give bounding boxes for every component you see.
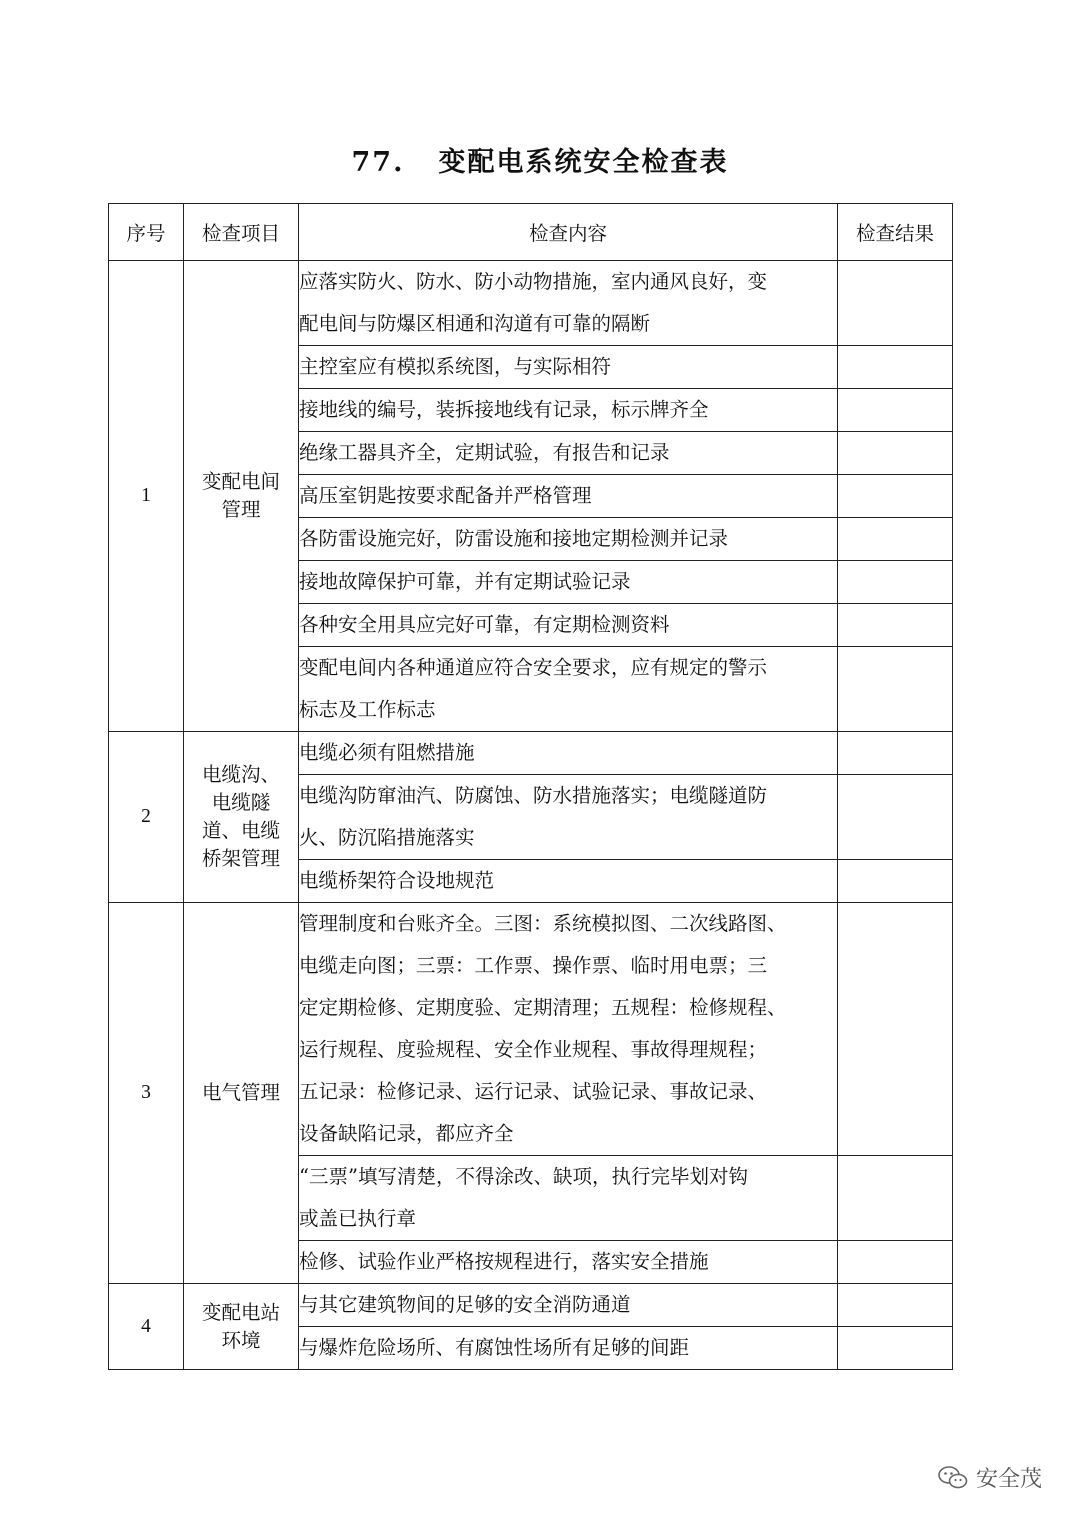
table-body bbox=[109, 261, 953, 1370]
content-line: 定定期检修、定期度验、定期清理；五规程：检修规程、 bbox=[299, 996, 787, 1019]
item-cell bbox=[184, 732, 299, 903]
content-line: 各种安全用具应完好可靠，有定期检测资料 bbox=[299, 613, 670, 636]
result-cell[interactable] bbox=[838, 518, 953, 561]
item-cell bbox=[184, 261, 299, 732]
result-cell[interactable] bbox=[838, 1156, 953, 1241]
content-line: 电缆沟防窜油汽、防腐蚀、防水措施落实；电缆隧道防 bbox=[299, 784, 768, 807]
content-cell bbox=[299, 775, 838, 860]
result-cell[interactable] bbox=[838, 604, 953, 647]
content-cell bbox=[299, 604, 838, 647]
content-line: 高压室钥匙按要求配备并严格管理 bbox=[299, 484, 592, 507]
content-line: 电缆必须有阻燃措施 bbox=[299, 741, 475, 764]
content-cell bbox=[299, 1156, 838, 1241]
content-line: 绝缘工器具齐全，定期试验，有报告和记录 bbox=[299, 441, 670, 464]
content-cell bbox=[299, 903, 838, 1156]
wechat-icon bbox=[938, 1465, 968, 1491]
result-cell[interactable] bbox=[838, 389, 953, 432]
table-row bbox=[109, 732, 953, 775]
header-content: 检查内容 bbox=[299, 204, 838, 261]
item-line: 电缆沟、 bbox=[201, 763, 280, 786]
content-cell bbox=[299, 389, 838, 432]
title-text: 变配电系统安全检查表 bbox=[438, 147, 729, 178]
seq-cell: 3 bbox=[109, 903, 184, 1284]
table-row bbox=[109, 903, 953, 1156]
item-line: 桥架管理 bbox=[201, 847, 280, 870]
content-line: 检修、试验作业严格按规程进行，落实安全措施 bbox=[299, 1250, 709, 1273]
content-line: 配电间与防爆区相通和沟道有可靠的隔断 bbox=[299, 312, 651, 335]
header-row bbox=[109, 204, 953, 261]
watermark-text: 安全茂 bbox=[975, 1467, 1042, 1492]
content-line: 五记录：检修记录、运行记录、试验记录、事故记录、 bbox=[299, 1080, 768, 1103]
item-line: 环境 bbox=[221, 1328, 261, 1352]
result-cell[interactable] bbox=[838, 346, 953, 389]
content-line: 火、防沉陷措施落实 bbox=[299, 826, 475, 849]
table-row bbox=[109, 261, 953, 346]
table-row bbox=[109, 1284, 953, 1327]
result-cell[interactable] bbox=[838, 647, 953, 732]
watermark bbox=[938, 1462, 1042, 1493]
header-result: 检查结果 bbox=[838, 204, 953, 261]
content-cell bbox=[299, 1241, 838, 1284]
header-item: 检查项目 bbox=[184, 204, 299, 261]
content-line: 管理制度和台账齐全。三图：系统模拟图、二次线路图、 bbox=[299, 912, 787, 935]
content-line: 设备缺陷记录，都应齐全 bbox=[299, 1122, 514, 1145]
header-seq: 序号 bbox=[109, 204, 184, 261]
result-cell[interactable] bbox=[838, 860, 953, 903]
content-line: 与爆炸危险场所、有腐蚀性场所有足够的间距 bbox=[299, 1336, 690, 1359]
result-cell[interactable] bbox=[838, 432, 953, 475]
content-cell bbox=[299, 261, 838, 346]
result-cell[interactable] bbox=[838, 732, 953, 775]
content-cell bbox=[299, 1327, 838, 1370]
content-line: 应落实防火、防水、防小动物措施，室内通风良好，变 bbox=[299, 270, 768, 293]
content-line: 各防雷设施完好，防雷设施和接地定期检测并记录 bbox=[299, 527, 729, 550]
content-cell bbox=[299, 1284, 838, 1327]
page-title bbox=[0, 140, 1080, 179]
content-line: 或盖已执行章 bbox=[299, 1207, 417, 1230]
content-cell bbox=[299, 518, 838, 561]
content-line: 主控室应有模拟系统图，与实际相符 bbox=[299, 355, 612, 378]
seq-cell: 2 bbox=[109, 732, 184, 903]
item-line: 道、电缆 bbox=[201, 819, 280, 842]
item-line: 管理 bbox=[221, 498, 261, 521]
content-cell bbox=[299, 475, 838, 518]
result-cell[interactable] bbox=[838, 1241, 953, 1284]
item-line: 电缆隧 bbox=[211, 791, 271, 814]
item-cell bbox=[184, 903, 299, 1284]
content-line: 与其它建筑物间的足够的安全消防通道 bbox=[299, 1293, 631, 1316]
content-line: 接地故障保护可靠，并有定期试验记录 bbox=[299, 570, 631, 593]
result-cell[interactable] bbox=[838, 561, 953, 604]
content-line: 运行规程、度验规程、安全作业规程、事故得理规程； bbox=[299, 1038, 768, 1061]
content-line: 电缆走向图；三票：工作票、操作票、临时用电票；三 bbox=[299, 954, 768, 977]
result-cell[interactable] bbox=[838, 261, 953, 346]
result-cell[interactable] bbox=[838, 775, 953, 860]
content-cell bbox=[299, 647, 838, 732]
content-line: 电缆桥架符合设地规范 bbox=[299, 869, 495, 892]
content-cell bbox=[299, 346, 838, 389]
title-number: 77. bbox=[351, 147, 405, 178]
result-cell[interactable] bbox=[838, 1284, 953, 1327]
result-cell[interactable] bbox=[838, 1327, 953, 1370]
content-cell bbox=[299, 561, 838, 604]
content-line: 标志及工作标志 bbox=[299, 698, 436, 721]
item-line: 变配电站 bbox=[201, 1300, 280, 1324]
result-cell[interactable] bbox=[838, 475, 953, 518]
item-line: 电气管理 bbox=[201, 1081, 280, 1104]
seq-cell: 4 bbox=[109, 1284, 184, 1370]
item-line: 变配电间 bbox=[201, 470, 280, 493]
content-cell bbox=[299, 432, 838, 475]
content-cell bbox=[299, 732, 838, 775]
result-cell[interactable] bbox=[838, 903, 953, 1156]
item-cell bbox=[184, 1284, 299, 1370]
inspection-table bbox=[108, 203, 953, 1370]
content-line: “三票”填写清楚，不得涂改、缺项，执行完毕划对钩 bbox=[299, 1165, 748, 1188]
seq-cell: 1 bbox=[109, 261, 184, 732]
content-line: 接地线的编号，装拆接地线有记录，标示牌齐全 bbox=[299, 398, 709, 421]
content-line: 变配电间内各种通道应符合安全要求，应有规定的警示 bbox=[299, 656, 768, 679]
content-cell bbox=[299, 860, 838, 903]
